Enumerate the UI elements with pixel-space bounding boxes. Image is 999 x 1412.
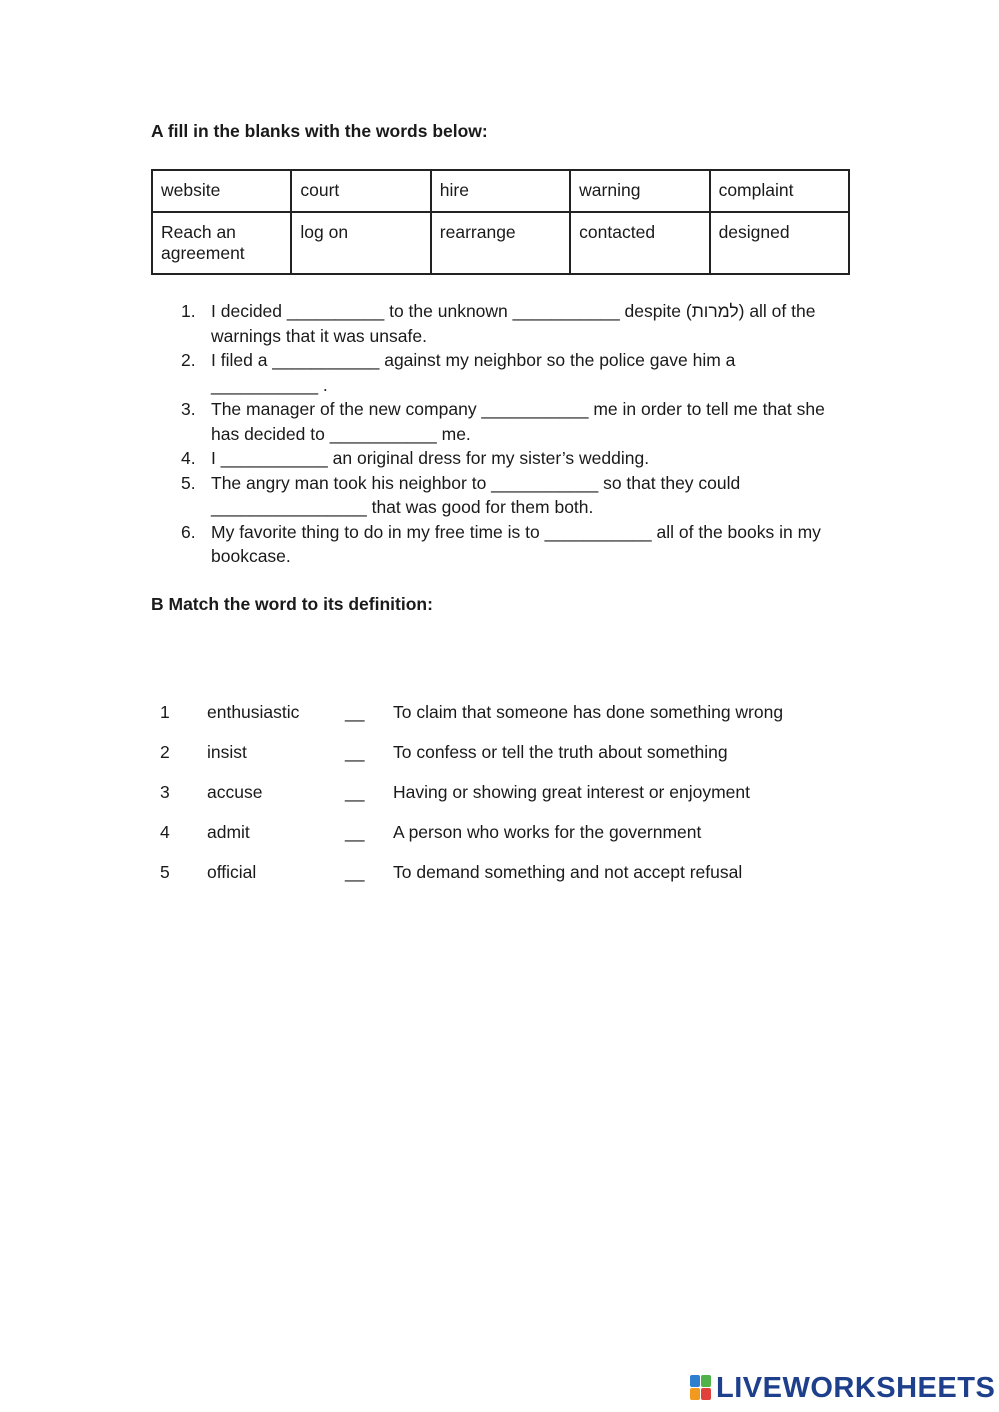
match-number: 1	[160, 702, 170, 722]
word-bank-cell: rearrange	[431, 212, 570, 274]
match-number: 5	[160, 862, 170, 882]
match-definition: To claim that someone has done something wrong	[393, 702, 784, 722]
question-text: I ___________ an original dress for my sister’s wedding.	[211, 448, 650, 468]
match-answer-blank[interactable]: __	[345, 742, 365, 762]
match-row	[160, 780, 860, 804]
match-row	[160, 700, 860, 724]
match-word: enthusiastic	[207, 702, 300, 722]
question-text: The manager of the new company ___________ me in order to tell me that she has decided to ___________ me.	[211, 399, 825, 444]
liveworksheets-logo-icon	[690, 1375, 712, 1401]
match-row	[160, 820, 860, 844]
logo-square-icon	[690, 1388, 700, 1400]
fill-in-questions-list	[181, 299, 841, 569]
question-number: 3.	[181, 399, 196, 419]
word-bank-cell: court	[291, 170, 430, 212]
word-bank-row	[152, 212, 849, 274]
match-answer-blank[interactable]: __	[345, 782, 365, 802]
question-number: 6.	[181, 521, 196, 542]
match-definition: A person who works for the government	[393, 822, 702, 842]
logo-square-icon	[701, 1375, 711, 1387]
match-row	[160, 740, 860, 764]
word-bank-cell: hire	[431, 170, 570, 212]
word-bank-cell: Reach an agreement	[152, 212, 291, 274]
question-item	[181, 471, 841, 520]
word-bank-cell: log on	[291, 212, 430, 274]
match-answer-blank[interactable]: __	[345, 822, 365, 842]
word-bank-cell: warning	[570, 170, 709, 212]
match-word: insist	[207, 742, 247, 762]
question-text: My favorite thing to do in my free time is to ___________ all of the books in my bookcase.	[211, 521, 821, 566]
logo-text: LIVEWORKSHEETS	[716, 1371, 996, 1404]
match-answer-blank[interactable]: __	[345, 862, 365, 882]
question-number: 1.	[181, 301, 196, 321]
match-definition: To demand something and not accept refusal	[393, 862, 743, 882]
match-definition: Having or showing great interest or enjoyment	[393, 782, 750, 802]
question-text: I filed a ___________ against my neighbor so the police gave him a ___________ .	[211, 350, 736, 395]
question-number: 2.	[181, 350, 196, 370]
question-item	[181, 520, 841, 569]
question-item	[181, 446, 841, 471]
word-bank-cell: contacted	[570, 212, 709, 274]
section-a-heading: A fill in the blanks with the words below:	[151, 121, 488, 141]
word-bank-cell: designed	[710, 212, 849, 274]
question-number: 4.	[181, 448, 196, 468]
liveworksheets-logo	[690, 1372, 995, 1404]
word-bank-row	[152, 170, 849, 212]
match-answer-blank[interactable]: __	[345, 702, 365, 722]
match-number: 3	[160, 782, 170, 802]
question-text: The angry man took his neighbor to ___________ so that they could ________________ that was good for them both.	[211, 472, 741, 517]
question-text: I decided __________ to the unknown ___________ despite (למרות) all of the warnings that it was unsafe.	[211, 301, 816, 346]
question-item	[181, 348, 841, 397]
match-word: admit	[207, 822, 250, 842]
match-definition: To confess or tell the truth about something	[393, 742, 728, 762]
word-bank-table	[151, 169, 850, 275]
question-item	[181, 299, 841, 348]
question-number: 5.	[181, 472, 196, 493]
match-number: 2	[160, 742, 170, 762]
match-number: 4	[160, 822, 170, 842]
match-word: official	[207, 862, 257, 882]
logo-square-icon	[690, 1375, 700, 1387]
question-item	[181, 397, 841, 446]
logo-square-icon	[701, 1388, 711, 1400]
match-row	[160, 860, 860, 884]
match-word: accuse	[207, 782, 263, 802]
section-b-heading: B Match the word to its definition:	[151, 594, 433, 614]
word-bank-cell: complaint	[710, 170, 849, 212]
word-bank-cell: website	[152, 170, 291, 212]
